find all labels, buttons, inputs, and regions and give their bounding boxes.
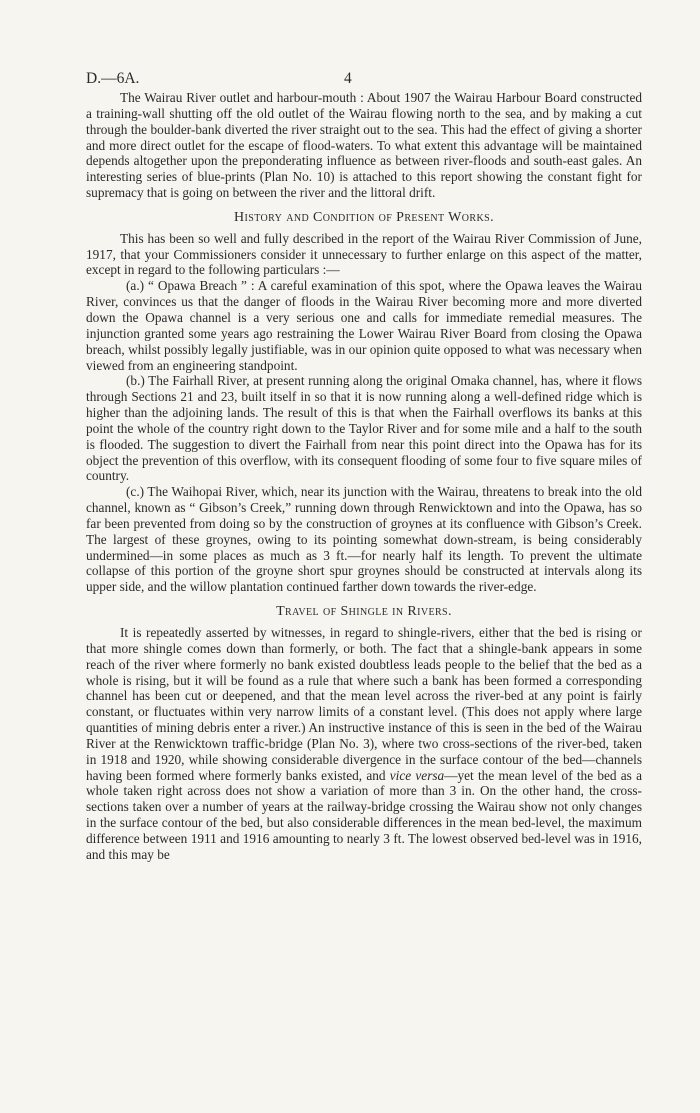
paragraph-outlet: The Wairau River outlet and harbour-mouth : About 1907 the Wairau Harbour Board constructed a training-wall shutting off the old outlet of the Wairau flowing north to the sea, and by making a cut through the boulder-bank diverted the river straight out to the sea. This had the effect of giving a shorter and more direct outlet for the escape of flood-waters. To what extent this advantage will be maintained depends altogether upon the preponderating influence as between river-floods and south-east gales. An interesting series of blue-prints (Plan No. 10) is attached to this report showing the constant fight for supremacy that is going on between the river and the littoral drift. xyxy=(86,90,642,201)
section-heading-travel: Travel of Shingle in Rivers. xyxy=(276,604,452,620)
paragraph-item-b: (b.) The Fairhall River, at present running along the original Omaka channel, has, where it flows through Sections 21 and 23, built itself in so that it is now running along a well-defined ridge which is higher than the adjoining lands. The result of this is that when the Fairhall overflows its banks at this point the whole of the country right down to the Taylor River and for some mile and a half to the south is flooded. The suggestion to divert the Fairhall from near this point direct into the Opawa has for its object the prevention of this overflow, with its consequent flooding of some four to five square miles of country. xyxy=(86,373,642,484)
vice-versa-italic: vice versa xyxy=(389,767,445,783)
page-header xyxy=(86,60,642,90)
page-number: 4 xyxy=(344,70,352,87)
paragraph-travel-text-2: —yet the mean level of the bed as a whole taken right across does not show a variation of more than 3 in. On the other hand, the cross-sections taken over a number of years at the railway-bridge crossing the Wairau show not only changes in the surface contour of the bed, but also considerable differences in the mean bed-level, the maximum difference between 1911 and 1916 amounting to nearly 3 ft. The lowest observed bed-level was in 1916, and this may be xyxy=(86,767,642,862)
section-heading-history: History and Condition of Present Works. xyxy=(234,209,494,225)
paragraph-item-c: (c.) The Waihopai River, which, near its junction with the Wairau, threatens to break into the old channel, known as “ Gibson’s Creek,” running down through Renwicktown and into the Opawa, has so far been prevented from doing so by the construction of groynes at its confluence with Gibson’s Creek. The largest of these groynes, owing to its pointing somewhat down-stream, is being considerably undermined—in some places as much as 3 ft.—for nearly half its length. To prevent the ultimate collapse of this portion of the groyne short spur groynes should be constructed at intervals along its upper side, and the willow plantation continued farther down towards the river-edge. xyxy=(86,484,642,595)
document-reference: D.—6A. xyxy=(86,70,140,87)
paragraph-travel-text-1: It is repeatedly asserted by witnesses, in regard to shingle-rivers, either that the bed is rising or that more shingle comes down than formerly, or both. The fact that a shingle-bank appears in some reach of the river where formerly no bank existed doubtless leads people to the belief that the bed as a whole is rising, but it will be found as a rule that where such a bank has been formed a corresponding channel has been cut or deepened, and that the mean level across the river-bed at any point is fairly constant, or fluctuates within very narrow limits of a constant level. (This does not apply where large quantities of mining debris enter a river.) An instructive instance of this is seen in the bed of the Wairau River at the Renwicktown traffic-bridge (Plan No. 3), where two cross-sections of the river-bed, taken in 1918 and 1920, while showing considerable divergence in the surface contour of the bed—channels having been formed where formerly banks existed, and xyxy=(86,625,642,783)
page-body xyxy=(86,90,642,863)
paragraph-history-intro: This has been so well and fully described in the report of the Wairau River Commission of June, 1917, that your Commissioners consider it unnecessary to further enlarge on this aspect of the matter, except in regard to the following particulars :— xyxy=(86,230,642,278)
paragraph-travel-shingle xyxy=(86,625,642,863)
paragraph-item-a: (a.) “ Opawa Breach ” : A careful examination of this spot, where the Opawa leaves the Wairau River, convinces us that the danger of floods in the Wairau River becoming more and more diverted down the Opawa channel is a very serious one and calls for immediate remedial measures. The injunction granted some years ago restraining the Lower Wairau River Board from closing the Opawa breach, whilst possibly legally justifiable, was in our opinion quite opposed to what was necessary when viewed from an engineering standpoint. xyxy=(86,278,642,373)
